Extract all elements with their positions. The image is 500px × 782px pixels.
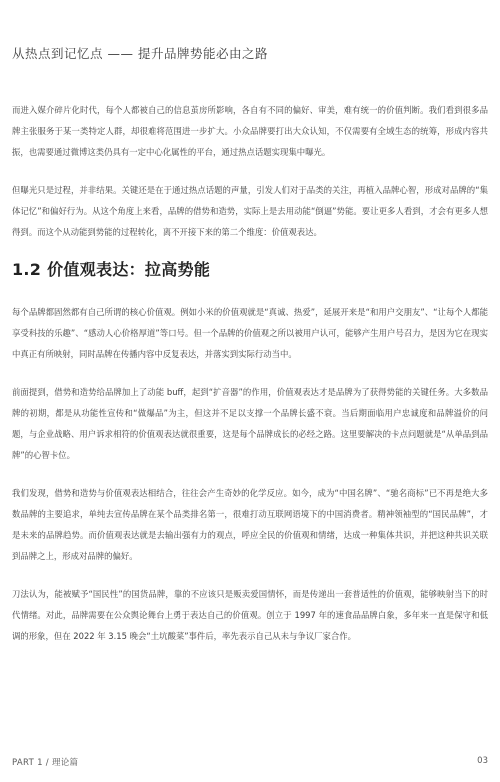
page-number: 03 — [477, 756, 488, 766]
body-paragraph: 而进入媒介碎片化时代，每个人都被自己的信息茧房所影响，各自有不同的偏好、审美，难有统一的价值判断。我们看到很多品牌主张服务于某一类特定人群，却很难将范围进一步扩大。小众品牌要打出大众认知，不仅需要有全域生态的统筹，形成内容共振，也需要通过微博这类仍具有一定中心化属性的平台，通过热点话题实现集中曝光。 — [12, 105, 488, 157]
body-paragraph: 我们发现，借势和造势与价值观表达相结合，往往会产生奇妙的化学反应。如今，成为“中国名牌”、“驰名商标”已不再是绝大多数品牌的主要追求，单纯去宣传品牌在某个品类排名第一，很难打动互联网语境下的中国消费者。精神领袖型的“国民品牌”，才是未来的品牌趋势。而价值观表达就是去输出强有力的观点，呼应全民的价值观和情绪，达成一种集体共识，并把这种共识关联到品牌之上，形成对品牌的偏好。 — [12, 488, 488, 561]
section-heading: 1.2 价值观表达：拉高势能 — [12, 260, 211, 279]
body-paragraph: 但曝光只是过程，并非结果。关键还是在于通过热点话题的声量，引发人们对于品类的关注，再植入品牌心智，形成对品牌的“集体记忆”和偏好行为。从这个角度上来看，品牌的借势和造势，实际上是去用动能“倒逼”势能。要让更多人看到，才会有更多人想得到。而这个从动能到势能的过程转化，离不开接下来的第二个维度：价值观表达。 — [12, 185, 488, 237]
body-paragraph: 刀法认为，能被赋予“国民性”的国货品牌，靠的不应该只是贩卖爱国情怀，而是传递出一套普适性的价值观，能够映射当下的时代情绪。对此，品牌需要在公众舆论舞台上勇于表达自己的价值观。创立于 1997 年的速食品品牌白象，多年来一直是保守和低调的形象，但在 2022 年 3.15 晚会“土坑酸菜”事件后，率先表示自己从未与争议厂家合作。 — [12, 589, 488, 641]
main-content — [12, 100, 488, 664]
body-paragraph: 每个品牌都固然都有自己所谓的核心价值观。例如小米的价值观就是“真诚、热爱”，延展开来是“和用户交朋友”、“让每个人都能享受科技的乐趣”、“感动人心价格厚道”等口号。但一个品牌的价值观之所以被用户认可，能够产生用户号召力，是因为它在现实中真正有所映射，同时品牌在传播内容中反复表达，并落实到实际行动当中。 — [12, 307, 488, 359]
footer-section-label: PART 1 / 理论篇 — [12, 758, 79, 768]
body-paragraph: 前面提到，借势和造势给品牌加上了动能 buff，起到“扩音器”的作用，价值观表达才是品牌为了获得势能的关键任务。大多数品牌的初期，都是从功能性宣传和“做爆品”为主，但这并不足以支撑一个品牌长盛不衰。当后期面临用户忠诚度和品牌溢价的问题，与企业战略、用户诉求相符的价值观表达就很重要，这是每个品牌成长的必经之路。这里要解决的卡点问题就是“从单品到品牌”的心智卡位。 — [12, 387, 488, 460]
page-header-title: 从热点到记忆点 —— 提升品牌势能必由之路 — [12, 46, 268, 61]
